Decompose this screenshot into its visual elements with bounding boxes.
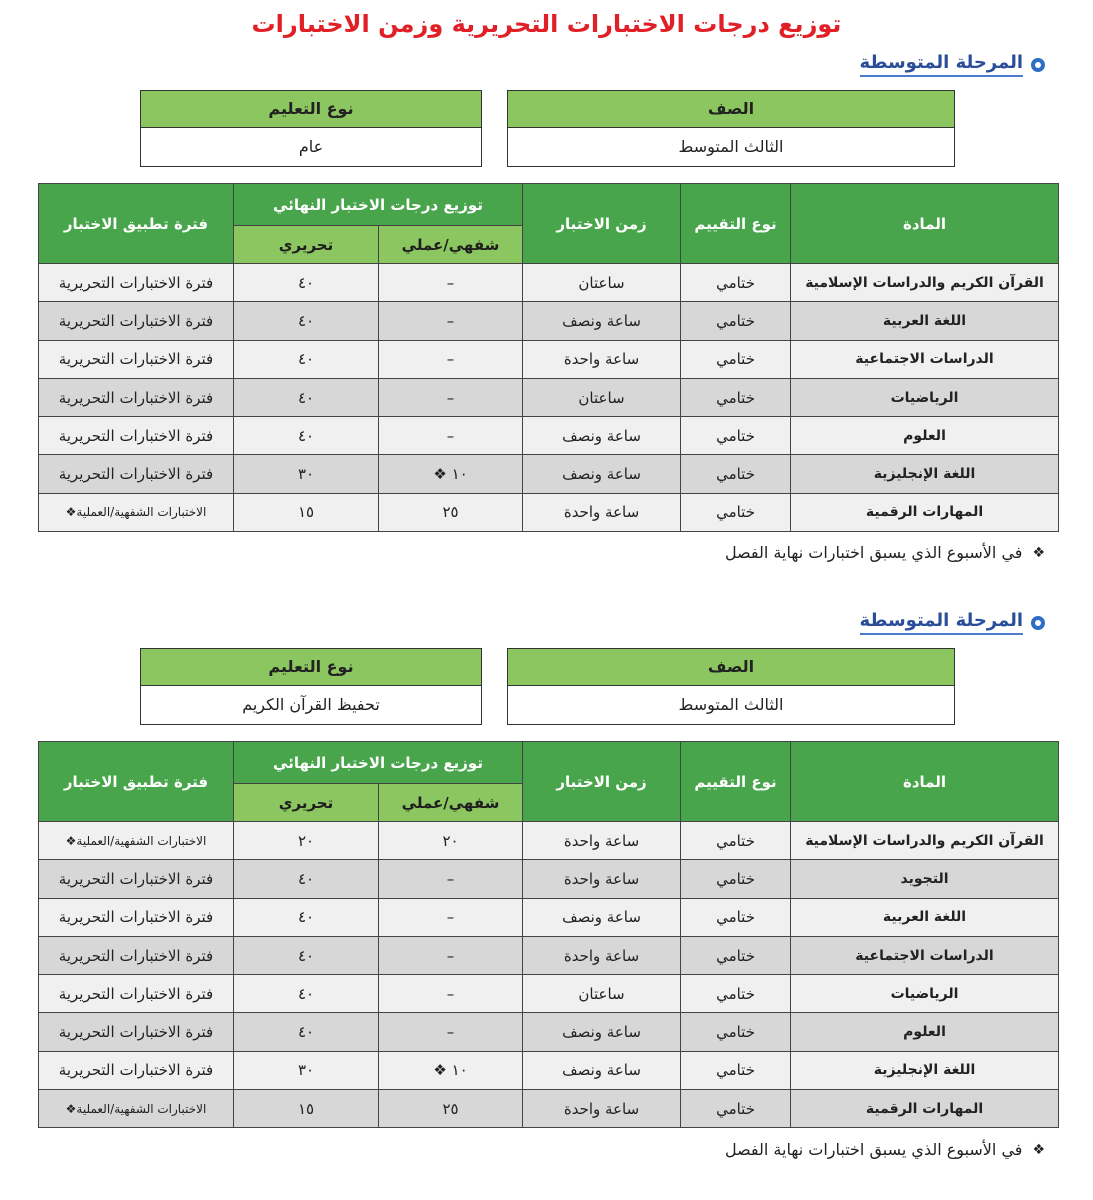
cell-period: الاختبارات الشفهية/العملية❖ xyxy=(39,493,234,531)
cell-oral: – xyxy=(379,264,523,302)
cell-period: فترة الاختبارات التحريرية xyxy=(39,340,234,378)
grade-box xyxy=(507,648,955,725)
cell-subject: القرآن الكريم والدراسات الإسلامية xyxy=(791,264,1059,302)
cell-oral: ٢٥ xyxy=(379,493,523,531)
table-row xyxy=(39,302,1059,340)
cell-period: فترة الاختبارات التحريرية xyxy=(39,860,234,898)
cell-subject: الرياضيات xyxy=(791,975,1059,1013)
cell-subject: اللغة العربية xyxy=(791,302,1059,340)
cell-oral: ١٠ ❖ xyxy=(379,1051,523,1089)
cell-assessment: ختامي xyxy=(681,860,791,898)
cell-subject: المهارات الرقمية xyxy=(791,1090,1059,1128)
cell-duration: ساعة واحدة xyxy=(523,340,681,378)
cell-assessment: ختامي xyxy=(681,417,791,455)
footnote-text: في الأسبوع الذي يسبق اختبارات نهاية الفصل xyxy=(724,1140,1023,1159)
cell-assessment: ختامي xyxy=(681,822,791,860)
cell-duration: ساعتان xyxy=(523,264,681,302)
stage-label: المرحلة المتوسطة xyxy=(860,52,1023,77)
cell-period: فترة الاختبارات التحريرية xyxy=(39,455,234,493)
cell-subject: الرياضيات xyxy=(791,378,1059,416)
table-row xyxy=(39,822,1059,860)
diamond-bullet-icon: ❖ xyxy=(1032,544,1045,561)
table-row xyxy=(39,378,1059,416)
footnote xyxy=(725,543,1045,562)
table-row xyxy=(39,1013,1059,1051)
education-type-box xyxy=(140,90,482,167)
header-assessment: نوع التقييم xyxy=(681,742,791,822)
stage-label: المرحلة المتوسطة xyxy=(860,610,1023,635)
cell-oral: ٢٥ xyxy=(379,1090,523,1128)
table-row xyxy=(39,417,1059,455)
cell-duration: ساعة واحدة xyxy=(523,493,681,531)
header-duration: زمن الاختبار xyxy=(523,184,681,264)
header-oral: شفهي/عملي xyxy=(379,784,523,822)
cell-assessment: ختامي xyxy=(681,1013,791,1051)
table-row xyxy=(39,493,1059,531)
cell-oral: – xyxy=(379,340,523,378)
header-assessment: نوع التقييم xyxy=(681,184,791,264)
header-written: تحريري xyxy=(234,784,379,822)
header-period: فترة تطبيق الاختبار xyxy=(39,184,234,264)
cell-subject: التجويد xyxy=(791,860,1059,898)
cell-assessment: ختامي xyxy=(681,898,791,936)
cell-subject: اللغة العربية xyxy=(791,898,1059,936)
cell-subject: الدراسات الاجتماعية xyxy=(791,936,1059,974)
cell-oral: – xyxy=(379,417,523,455)
education-type-label: نوع التعليم xyxy=(141,649,481,686)
cell-subject: العلوم xyxy=(791,417,1059,455)
cell-subject: الدراسات الاجتماعية xyxy=(791,340,1059,378)
cell-duration: ساعة ونصف xyxy=(523,898,681,936)
table-row xyxy=(39,975,1059,1013)
cell-oral: – xyxy=(379,936,523,974)
header-distribution: توزيع درجات الاختبار النهائي xyxy=(234,742,523,784)
cell-duration: ساعة واحدة xyxy=(523,1090,681,1128)
cell-oral: ١٠ ❖ xyxy=(379,455,523,493)
cell-assessment: ختامي xyxy=(681,1051,791,1089)
cell-assessment: ختامي xyxy=(681,493,791,531)
cell-written: ٢٠ xyxy=(234,822,379,860)
header-period: فترة تطبيق الاختبار xyxy=(39,742,234,822)
cell-period: فترة الاختبارات التحريرية xyxy=(39,898,234,936)
table-row xyxy=(39,860,1059,898)
cell-written: ١٥ xyxy=(234,1090,379,1128)
cell-assessment: ختامي xyxy=(681,302,791,340)
exam-table xyxy=(38,183,1059,532)
diamond-bullet-icon: ❖ xyxy=(1032,1141,1045,1158)
cell-period: فترة الاختبارات التحريرية xyxy=(39,1051,234,1089)
cell-duration: ساعة واحدة xyxy=(523,860,681,898)
cell-written: ١٥ xyxy=(234,493,379,531)
cell-written: ٤٠ xyxy=(234,378,379,416)
page-title: توزيع درجات الاختبارات التحريرية وزمن الاختبارات xyxy=(251,10,842,38)
table-row xyxy=(39,455,1059,493)
cell-duration: ساعة ونصف xyxy=(523,455,681,493)
cell-period: فترة الاختبارات التحريرية xyxy=(39,1013,234,1051)
grade-box xyxy=(507,90,955,167)
grade-label: الصف xyxy=(508,649,954,686)
grade-value: الثالث المتوسط xyxy=(508,686,954,724)
cell-duration: ساعتان xyxy=(523,975,681,1013)
header-distribution: توزيع درجات الاختبار النهائي xyxy=(234,184,523,226)
stage-heading xyxy=(860,52,1045,77)
grade-label: الصف xyxy=(508,91,954,128)
cell-period: فترة الاختبارات التحريرية xyxy=(39,264,234,302)
cell-written: ٤٠ xyxy=(234,302,379,340)
cell-duration: ساعة ونصف xyxy=(523,1013,681,1051)
cell-oral: – xyxy=(379,860,523,898)
cell-assessment: ختامي xyxy=(681,264,791,302)
cell-duration: ساعتان xyxy=(523,378,681,416)
cell-oral: – xyxy=(379,1013,523,1051)
footnote-text: في الأسبوع الذي يسبق اختبارات نهاية الفصل xyxy=(724,543,1023,562)
cell-assessment: ختامي xyxy=(681,975,791,1013)
bullet-circle-icon xyxy=(1031,616,1045,630)
cell-oral: ٢٠ xyxy=(379,822,523,860)
bullet-circle-icon xyxy=(1031,58,1045,72)
cell-period: فترة الاختبارات التحريرية xyxy=(39,975,234,1013)
table-row xyxy=(39,898,1059,936)
grade-value: الثالث المتوسط xyxy=(508,128,954,166)
cell-written: ٣٠ xyxy=(234,1051,379,1089)
cell-subject: المهارات الرقمية xyxy=(791,493,1059,531)
cell-oral: – xyxy=(379,975,523,1013)
cell-subject: اللغة الإنجليزية xyxy=(791,1051,1059,1089)
cell-written: ٤٠ xyxy=(234,264,379,302)
education-type-value: عام xyxy=(141,128,481,166)
cell-duration: ساعة ونصف xyxy=(523,302,681,340)
cell-period: فترة الاختبارات التحريرية xyxy=(39,302,234,340)
cell-written: ٣٠ xyxy=(234,455,379,493)
cell-written: ٤٠ xyxy=(234,860,379,898)
header-written: تحريري xyxy=(234,226,379,264)
cell-assessment: ختامي xyxy=(681,455,791,493)
header-duration: زمن الاختبار xyxy=(523,742,681,822)
cell-period: الاختبارات الشفهية/العملية❖ xyxy=(39,822,234,860)
cell-duration: ساعة واحدة xyxy=(523,822,681,860)
education-type-label: نوع التعليم xyxy=(141,91,481,128)
table-row xyxy=(39,264,1059,302)
cell-oral: – xyxy=(379,378,523,416)
cell-period: الاختبارات الشفهية/العملية❖ xyxy=(39,1090,234,1128)
cell-oral: – xyxy=(379,302,523,340)
cell-oral: – xyxy=(379,898,523,936)
cell-assessment: ختامي xyxy=(681,340,791,378)
cell-duration: ساعة ونصف xyxy=(523,417,681,455)
cell-written: ٤٠ xyxy=(234,417,379,455)
cell-subject: القرآن الكريم والدراسات الإسلامية xyxy=(791,822,1059,860)
cell-subject: اللغة الإنجليزية xyxy=(791,455,1059,493)
header-subject: المادة xyxy=(791,742,1059,822)
table-row xyxy=(39,1090,1059,1128)
header-subject: المادة xyxy=(791,184,1059,264)
education-type-box xyxy=(140,648,482,725)
footnote xyxy=(725,1140,1045,1159)
cell-duration: ساعة واحدة xyxy=(523,936,681,974)
table-row xyxy=(39,1051,1059,1089)
cell-written: ٤٠ xyxy=(234,1013,379,1051)
cell-written: ٤٠ xyxy=(234,975,379,1013)
cell-period: فترة الاختبارات التحريرية xyxy=(39,378,234,416)
cell-assessment: ختامي xyxy=(681,378,791,416)
cell-period: فترة الاختبارات التحريرية xyxy=(39,936,234,974)
education-type-value: تحفيظ القرآن الكريم xyxy=(141,686,481,724)
cell-period: فترة الاختبارات التحريرية xyxy=(39,417,234,455)
cell-written: ٤٠ xyxy=(234,898,379,936)
stage-heading xyxy=(860,610,1045,635)
cell-duration: ساعة ونصف xyxy=(523,1051,681,1089)
table-row xyxy=(39,936,1059,974)
exam-table xyxy=(38,741,1059,1128)
cell-assessment: ختامي xyxy=(681,1090,791,1128)
cell-written: ٤٠ xyxy=(234,936,379,974)
header-oral: شفهي/عملي xyxy=(379,226,523,264)
cell-written: ٤٠ xyxy=(234,340,379,378)
table-row xyxy=(39,340,1059,378)
cell-assessment: ختامي xyxy=(681,936,791,974)
cell-subject: العلوم xyxy=(791,1013,1059,1051)
